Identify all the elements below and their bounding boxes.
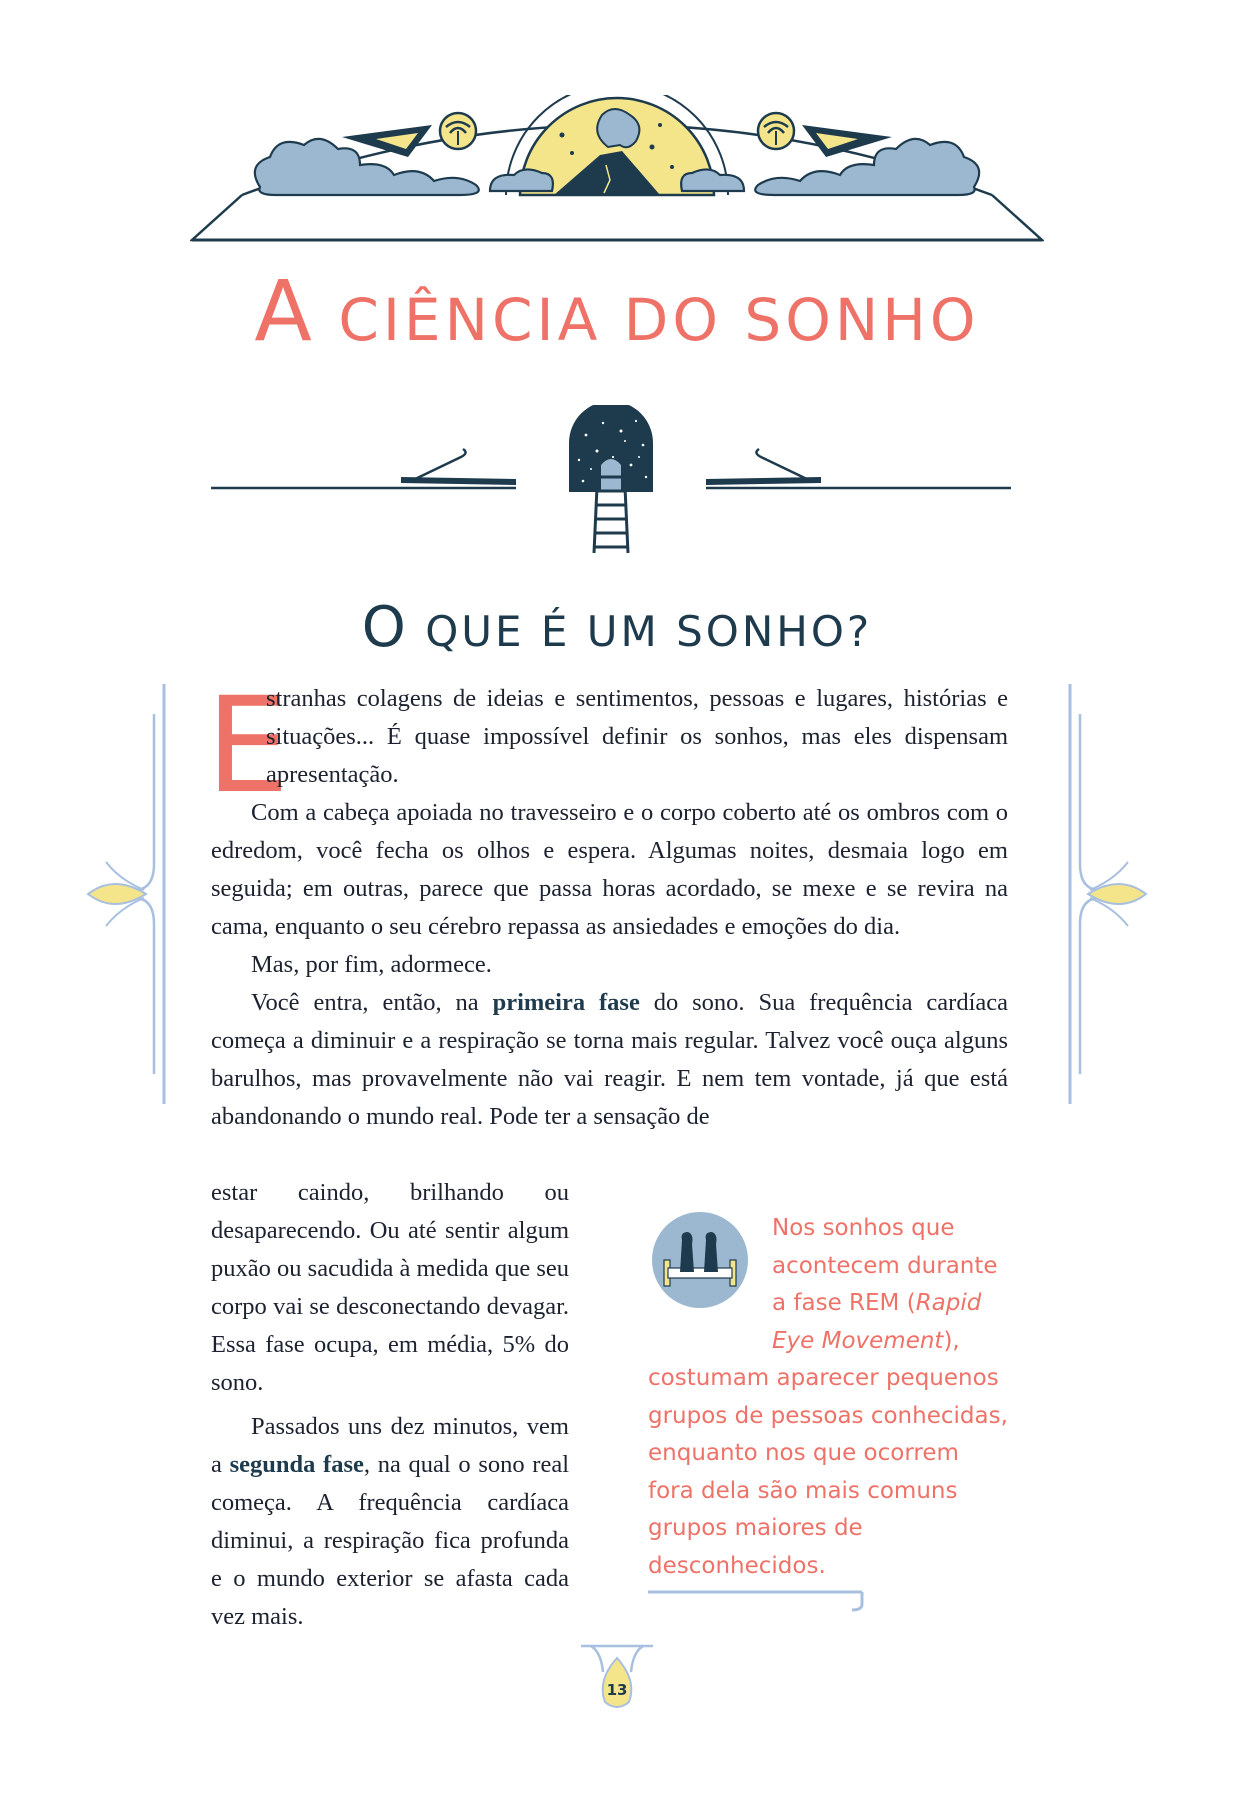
section-heading bbox=[0, 595, 1234, 660]
lotus-ornament-icon bbox=[88, 862, 154, 926]
page-number: 13 bbox=[606, 1681, 628, 1699]
p4-bold-term: segunda fase bbox=[229, 1451, 364, 1478]
page-number-ornament bbox=[577, 1642, 657, 1714]
ladder-icon bbox=[594, 465, 628, 553]
intro-paragraph bbox=[266, 680, 1008, 794]
p3-after: do sono. Sua frequência cardíaca começa a diminuir e a respiração se torna mais regular. Talvez você ouça alguns barulhos, mas provavelmente não vai reagir. E nem tem vontade, já que está abandonando o mundo real. Pode ter a sensação de bbox=[211, 989, 1008, 1130]
left-side-ornament bbox=[86, 684, 176, 1104]
left-column-text bbox=[211, 1174, 569, 1636]
paragraph-4 bbox=[211, 1408, 569, 1636]
palm-tree-icon bbox=[440, 113, 476, 149]
side-note-divider bbox=[648, 1588, 866, 1618]
drop-cap: E bbox=[206, 669, 290, 823]
couple-in-bed-icon bbox=[650, 1210, 750, 1310]
p4-before: Passados uns dez minutos, vem a bbox=[211, 1413, 569, 1478]
intro-text: stranhas colagens de ideias e sentimentos, pessoas e lugares, histórias e situações... É quase impossível definir os sonhos, mas eles dispensam apresentação. bbox=[266, 685, 1008, 788]
header-illustration bbox=[190, 95, 1044, 245]
side-note-after: ), costumam aparecer pequenos grupos de pessoas conhecidas, enquanto nos que ocorrem fora dela são mais comuns grupos maiores de desconhecidos. bbox=[648, 1327, 1008, 1579]
subtitle-first-letter: O bbox=[361, 595, 409, 660]
p4-after: , na qual o sono real começa. A frequência cardíaca diminui, a respiração fica profunda e o mundo exterior se afasta cada vez mais. bbox=[211, 1451, 570, 1630]
paragraph-2: Mas, por fim, adormece. bbox=[251, 951, 492, 978]
lotus-ornament-icon bbox=[1080, 862, 1146, 926]
paragraph-1: Com a cabeça apoiada no travesseiro e o corpo coberto até os ombros com o edredom, você fecha os olhos e espera. Algumas noites, desmaia logo em seguida; em outras, parece que passa horas acordado, se mexe e se revira na cama, enquanto o seu cérebro repassa as ansiedades e emoções do dia. bbox=[211, 799, 1008, 940]
subtitle-rest: QUE É UM SONHO? bbox=[408, 607, 873, 656]
paragraph-3-continued: estar caindo, brilhando ou desaparecendo. Ou até sentir algum puxão ou sacudida à medida que seu corpo vai se desconectando devagar. Essa fase ocupa, em média, 5% do sono. bbox=[211, 1179, 569, 1396]
side-note-italic: Rapid Eye Movement bbox=[772, 1290, 982, 1354]
paragraph-3 bbox=[211, 984, 1008, 1136]
p3-before: Você entra, então, na bbox=[251, 989, 493, 1016]
palm-tree-icon bbox=[758, 113, 794, 149]
title-first-letter: A bbox=[254, 262, 316, 360]
right-side-ornament bbox=[1058, 684, 1148, 1104]
side-note-before: Nos sonhos que acontecem durante a fase REM ( bbox=[772, 1215, 998, 1316]
page-title bbox=[0, 262, 1234, 360]
arch-ornament bbox=[211, 405, 1011, 555]
starry-arch-icon bbox=[569, 405, 653, 492]
p3-bold-term: primeira fase bbox=[492, 989, 640, 1016]
title-rest: CIÊNCIA DO SONHO bbox=[315, 286, 980, 354]
main-text bbox=[211, 794, 1008, 1136]
